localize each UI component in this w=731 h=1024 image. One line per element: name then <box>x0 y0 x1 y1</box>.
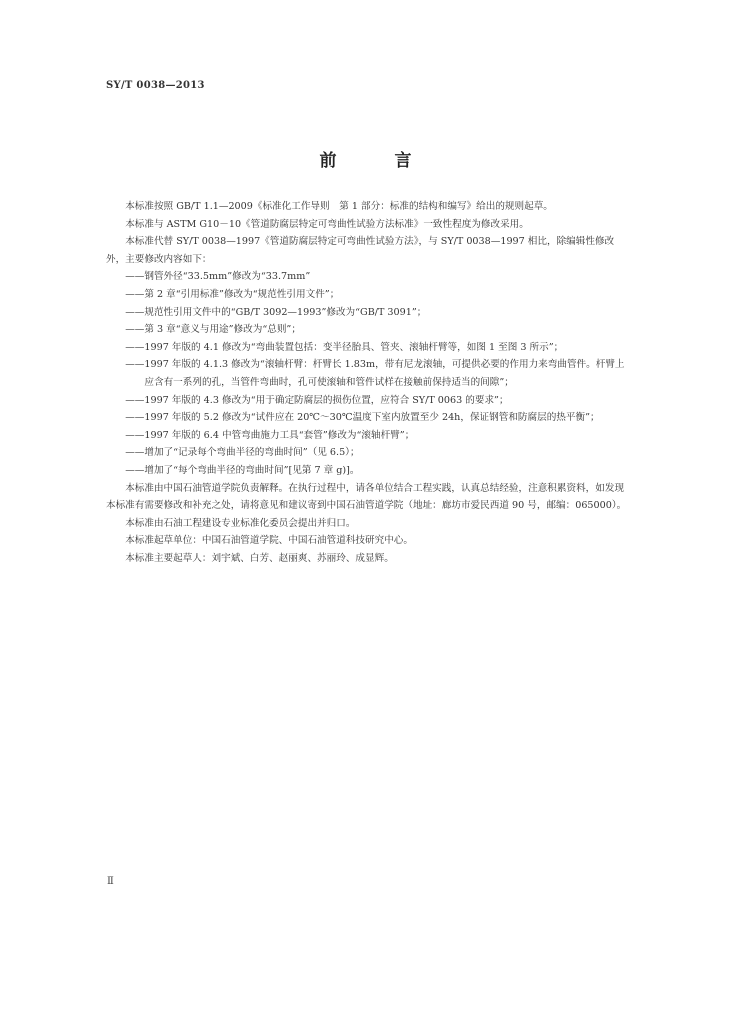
foreword-paragraph: 本标准由石油工程建设专业标准化委员会提出并归口。 <box>125 517 356 529</box>
title-text: 前 言 <box>319 151 438 171</box>
change-list-item: ——1997 年版的 4.1 修改为“弯曲装置包括：变半径胎具、管夹、滚轴杆臂等，如图 1 至图 3 所示”； <box>125 341 564 353</box>
change-list-item: ——增加了“记录每个弯曲半径的弯曲时间”（见 6.5）； <box>125 447 360 459</box>
change-list-item: ——1997 年版的 4.1.3 修改为“滚轴杆臂：杆臂长 1.83m，带有尼龙滚轴，可提供必要的作用力来弯曲管件。杆臂上应含有一系列的孔，当管件弯曲时，孔可使滚轴和管件试样在接触前保持适当的间隙”； <box>125 359 625 388</box>
change-list-item: ——增加了“每个弯曲半径的弯曲时间”[见第 7 章 g)]。 <box>125 464 360 476</box>
foreword-paragraph: 本标准主要起草人：刘宇斌、白芳、赵丽爽、苏丽玲、成显辉。 <box>125 552 394 564</box>
change-list-item: ——1997 年版的 4.3 修改为“用于确定防腐层的损伤位置，应符合 SY/T 0063 的要求”； <box>125 394 509 406</box>
foreword-paragraph: 本标准由中国石油管道学院负责解释。在执行过程中，请各单位结合工程实践，认真总结经验，注意积累资料，如发现本标准有需要修改和补充之处，请将意见和建议寄到中国石油管道学院（地址：廊坊市爱民西道 90 号，邮编：065000）。 <box>106 482 627 512</box>
change-list-item: ——第 3 章“意义与用途”修改为“总则”； <box>125 324 301 336</box>
foreword-paragraph: 本标准按照 GB/T 1.1—2009《标准化工作导则 第 1 部分：标准的结构和编写》给出的规则起草。 <box>125 201 553 212</box>
page-number: Ⅱ <box>107 876 114 887</box>
foreword-body <box>106 198 630 567</box>
page-title <box>0 146 731 171</box>
standard-code-header: SY/T 0038—2013 <box>106 80 205 91</box>
foreword-paragraph: 本标准与 ASTM G10－10《管道防腐层特定可弯曲性试验方法标准》一致性程度为修改采用。 <box>125 218 529 230</box>
change-list-item: ——1997 年版的 5.2 修改为“试件应在 20℃～30℃温度下室内放置至少 24h，保证钢管和防腐层的热平衡”； <box>125 412 600 424</box>
foreword-paragraph: 本标准起草单位：中国石油管道学院、中国石油管道科技研究中心。 <box>125 535 413 547</box>
change-list-item: ——1997 年版的 6.4 中管弯曲施力工具“套管”修改为“滚轴杆臂”； <box>125 429 415 441</box>
change-list-item: ——第 2 章“引用标准”修改为“规范性引用文件”； <box>125 288 340 300</box>
change-list-item: ——钢管外径“33.5mm”修改为“33.7mm” <box>125 271 311 283</box>
change-list-item: ——规范性引用文件中的“GB/T 3092—1993”修改为“GB/T 3091”； <box>125 306 427 318</box>
foreword-paragraph: 本标准代替 SY/T 0038—1997《管道防腐层特定可弯曲性试验方法》，与 SY/T 0038—1997 相比，除编辑性修改外，主要修改内容如下： <box>106 236 615 265</box>
